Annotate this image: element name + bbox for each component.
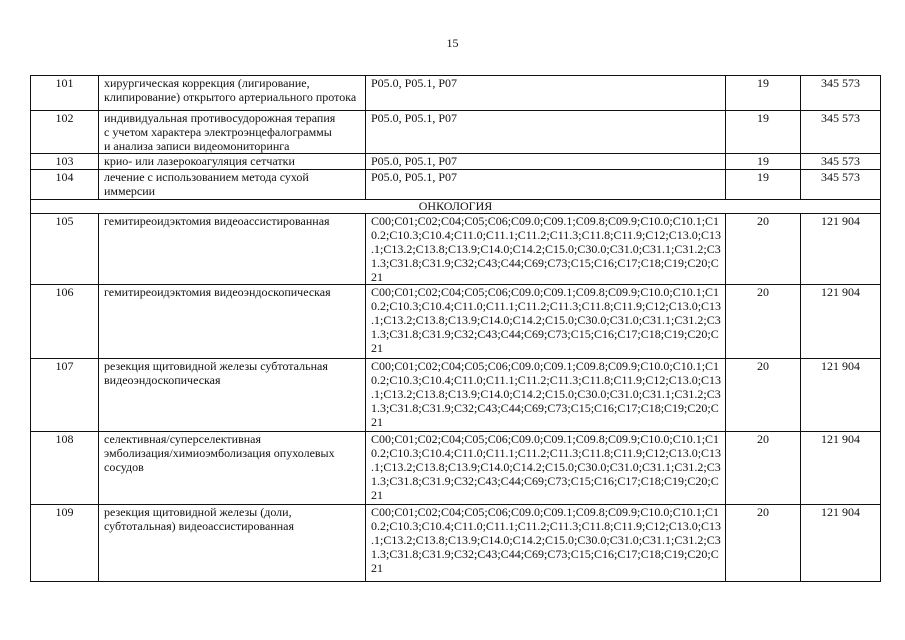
group-number: 20 — [726, 432, 801, 505]
diagnosis-codes: C00;C01;C02;C04;C05;C06;C09.0;C09.1;C09.8;C09.9;C10.0;C10.1;C10.2;C10.3;C10.4;C11.0;C11.1;C11.2;C11.3;C11.8;C11.9;C12;C13.0;C13.1;C13.2;C13.8;C13.9;C14.0;C14.2;C15.0;C30.0;C31.0;C31.1;C31.2;C31.3;C31.8;C31.9;C32;C43;C44;C69;C73;C15;C16;C17;C18;C19;C20;C21 — [371, 359, 722, 429]
diagnosis-codes: P05.0, P05.1, P07 — [371, 170, 458, 185]
diagnosis-codes-cell — [366, 432, 726, 505]
procedure-name — [99, 111, 366, 154]
procedure-name — [99, 359, 366, 432]
procedure-name-line: иммерсии — [104, 184, 156, 199]
group-number: 19 — [726, 76, 801, 111]
diagnosis-codes: C00;C01;C02;C04;C05;C06;C09.0;C09.1;C09.8;C09.9;C10.0;C10.1;C10.2;C10.3;C10.4;C11.0;C11.1;C11.2;C11.3;C11.8;C11.9;C12;C13.0;C13.1;C13.2;C13.8;C13.9;C14.0;C14.2;C15.0;C30.0;C31.0;C31.1;C31.2;C31.3;C31.8;C31.9;C32;C43;C44;C69;C73;C15;C16;C17;C18;C19;C20;C21 — [371, 432, 722, 502]
procedure-name-line: лечение с использованием метода сухой — [104, 170, 309, 185]
tariff-value: 345 573 — [801, 170, 881, 200]
procedures-table — [30, 75, 881, 582]
group-number: 19 — [726, 154, 801, 170]
tariff-value: 121 904 — [801, 214, 881, 285]
procedure-name-line: индивидуальная противосудорожная терапия — [104, 111, 336, 125]
procedure-name-line: с учетом характера электроэнцефалограммы — [104, 124, 332, 139]
tariff-value: 345 573 — [801, 154, 881, 170]
group-number: 20 — [726, 214, 801, 285]
section-header-row — [31, 200, 881, 214]
row-number: 102 — [31, 111, 99, 154]
procedure-name-line: эмболизация/химиоэмболизация опухолевых — [104, 446, 335, 461]
diagnosis-codes-cell — [366, 214, 726, 285]
group-number: 20 — [726, 359, 801, 432]
table-row — [31, 111, 881, 154]
row-number: 101 — [31, 76, 99, 111]
row-number: 108 — [31, 432, 99, 505]
procedure-name-line: гемитиреоидэктомия видеоэндоскопическая — [104, 285, 331, 300]
procedure-name-line: резекция щитовидной железы (доли, — [104, 505, 292, 520]
procedure-name — [99, 285, 366, 359]
procedure-name-line: хирургическая коррекция (лигирование, — [104, 76, 310, 90]
procedure-name-line: сосудов — [104, 459, 144, 474]
row-number: 106 — [31, 285, 99, 359]
procedure-name — [99, 154, 366, 170]
group-number: 20 — [726, 285, 801, 359]
diagnosis-codes-cell — [366, 505, 726, 582]
table-row — [31, 214, 881, 285]
table-row — [31, 170, 881, 200]
diagnosis-codes-cell — [366, 285, 726, 359]
tariff-value: 121 904 — [801, 432, 881, 505]
group-number: 20 — [726, 505, 801, 582]
row-number: 107 — [31, 359, 99, 432]
procedure-name-line: и анализа записи видеомониторинга — [104, 138, 290, 153]
tariff-value: 121 904 — [801, 505, 881, 582]
group-number: 19 — [726, 111, 801, 154]
procedure-name-line: крио- или лазерокоагуляция сетчатки — [104, 154, 295, 169]
tariff-value: 345 573 — [801, 76, 881, 111]
group-number: 19 — [726, 170, 801, 200]
diagnosis-codes: C00;C01;C02;C04;C05;C06;C09.0;C09.1;C09.8;C09.9;C10.0;C10.1;C10.2;C10.3;C10.4;C11.0;C11.1;C11.2;C11.3;C11.8;C11.9;C12;C13.0;C13.1;C13.2;C13.8;C13.9;C14.0;C14.2;C15.0;C30.0;C31.0;C31.1;C31.2;C31.3;C31.8;C31.9;C32;C43;C44;C69;C73;C15;C16;C17;C18;C19;C20;C21 — [371, 505, 722, 575]
procedure-name-line: клипирование) открытого артериального протока — [104, 89, 357, 104]
procedure-name-line: резекция щитовидной железы субтотальная — [104, 359, 328, 374]
table-row — [31, 505, 881, 582]
row-number: 105 — [31, 214, 99, 285]
row-number: 109 — [31, 505, 99, 582]
page-number: 15 — [446, 36, 459, 50]
diagnosis-codes-cell — [366, 76, 726, 111]
tariff-value: 121 904 — [801, 285, 881, 359]
procedure-name-line: видеоэндоскопическая — [104, 373, 221, 388]
procedure-name — [99, 214, 366, 285]
section-header: ОНКОЛОГИЯ — [31, 200, 881, 214]
procedure-name-line: субтотальная) видеоассистированная — [104, 519, 295, 534]
table-row — [31, 359, 881, 432]
diagnosis-codes: C00;C01;C02;C04;C05;C06;C09.0;C09.1;C09.8;C09.9;C10.0;C10.1;C10.2;C10.3;C10.4;C11.0;C11.1;C11.2;C11.3;C11.8;C11.9;C12;C13.0;C13.1;C13.2;C13.8;C13.9;C14.0;C14.2;C15.0;C30.0;C31.0;C31.1;C31.2;C31.3;C31.8;C31.9;C32;C43;C44;C69;C73;C15;C16;C17;C18;C19;C20;C21 — [371, 214, 722, 284]
diagnosis-codes: P05.0, P05.1, P07 — [371, 154, 458, 169]
diagnosis-codes-cell — [366, 359, 726, 432]
diagnosis-codes-cell — [366, 111, 726, 154]
tariff-value: 345 573 — [801, 111, 881, 154]
procedures-table-body — [31, 76, 881, 582]
diagnosis-codes-cell — [366, 154, 726, 170]
diagnosis-codes-cell — [366, 170, 726, 200]
table-row — [31, 285, 881, 359]
procedure-name — [99, 432, 366, 505]
procedure-name — [99, 170, 366, 200]
row-number: 103 — [31, 154, 99, 170]
diagnosis-codes: P05.0, P05.1, P07 — [371, 111, 458, 125]
procedure-name — [99, 76, 366, 111]
procedure-name — [99, 505, 366, 582]
row-number: 104 — [31, 170, 99, 200]
procedure-name-line: гемитиреоидэктомия видеоассистированная — [104, 214, 330, 229]
tariff-value: 121 904 — [801, 359, 881, 432]
procedure-name-line: селективная/суперселективная — [104, 432, 262, 447]
table-row — [31, 154, 881, 170]
diagnosis-codes: P05.0, P05.1, P07 — [371, 76, 458, 90]
diagnosis-codes: C00;C01;C02;C04;C05;C06;C09.0;C09.1;C09.8;C09.9;C10.0;C10.1;C10.2;C10.3;C10.4;C11.0;C11.1;C11.2;C11.3;C11.8;C11.9;C12;C13.0;C13.1;C13.2;C13.8;C13.9;C14.0;C14.2;C15.0;C30.0;C31.0;C31.1;C31.2;C31.3;C31.8;C31.9;C32;C43;C44;C69;C73;C15;C16;C17;C18;C19;C20;C21 — [371, 285, 722, 355]
table-row — [31, 76, 881, 111]
table-row — [31, 432, 881, 505]
